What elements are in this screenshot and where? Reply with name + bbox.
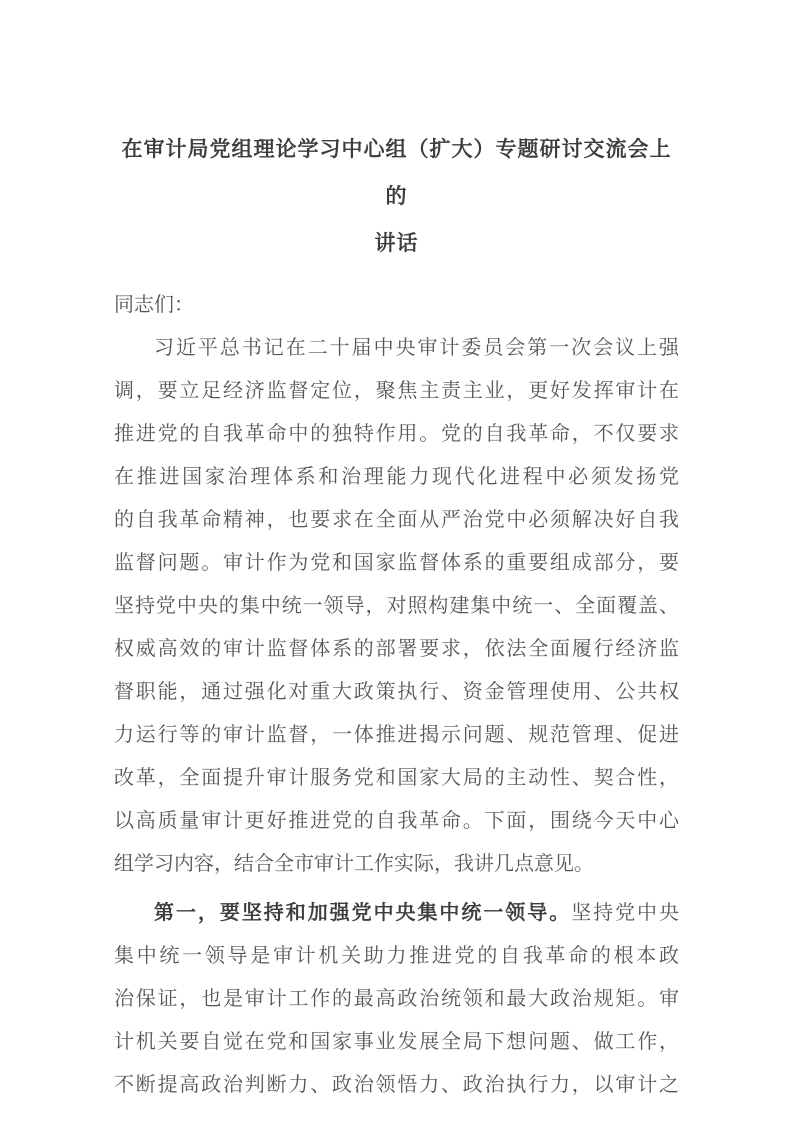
text-line	[114, 757, 679, 800]
text-segment: 治保证，也是审计工作的最高政治统领和最大政治规矩。审	[114, 988, 679, 1011]
bold-text-segment: 第一，要坚持和加强党中央集中统一领导。	[154, 902, 572, 925]
text-line	[114, 456, 679, 499]
text-segment: 习近平总书记在二十届中央审计委员会第一次会议上强	[154, 337, 679, 360]
text-line	[114, 892, 679, 935]
text-segment: 不断提高政治判断力、政治领悟力、政治执行力，以审计之	[114, 1074, 679, 1097]
text-line	[114, 978, 679, 1021]
text-segment: 坚持党中央的集中统一领导，对照构建集中统一、全面覆盖、	[114, 595, 679, 618]
text-line	[114, 413, 679, 456]
paragraph-1	[114, 327, 679, 886]
document-title	[114, 126, 679, 267]
text-line	[114, 714, 679, 757]
text-line	[114, 800, 679, 843]
text-line	[114, 585, 679, 628]
text-line	[114, 935, 679, 978]
text-line	[114, 499, 679, 542]
text-segment: 集中统一领导是审计机关助力推进党的自我革命的根本政	[114, 945, 679, 968]
title-line-2: 讲话	[374, 231, 419, 256]
greeting-line: 同志们：	[114, 294, 194, 317]
text-line	[114, 1064, 679, 1107]
document-content	[114, 112, 679, 1107]
text-segment: 以高质量审计更好推进党的自我革命。下面，围绕今天中心	[114, 810, 679, 833]
text-segment: 推进党的自我革命中的独特作用。党的自我革命，不仅要求	[114, 423, 679, 446]
text-line	[114, 628, 679, 671]
paragraph-2	[114, 892, 679, 1107]
text-segment: 在推进国家治理体系和治理能力现代化进程中必须发扬党	[114, 466, 679, 489]
text-line	[114, 671, 679, 714]
text-segment: 组学习内容，结合全市审计工作实际，我讲几点意见。	[114, 853, 594, 876]
text-line	[114, 1021, 679, 1064]
text-line	[114, 542, 679, 585]
text-segment: 督职能，通过强化对重大政策执行、资金管理使用、公共权	[114, 681, 679, 704]
text-segment: 调，要立足经济监督定位，聚焦主责主业，更好发挥审计在	[114, 380, 679, 403]
text-segment: 坚持党中央	[571, 902, 680, 925]
text-segment: 权威高效的审计监督体系的部署要求，依法全面履行经济监	[114, 638, 679, 661]
title-line-1: 在审计局党组理论学习中心组（扩大）专题研讨交流会上的	[121, 137, 672, 209]
text-segment: 监督问题。审计作为党和国家监督体系的重要组成部分，要	[114, 552, 679, 575]
text-segment: 力运行等的审计监督，一体推进揭示问题、规范管理、促进	[114, 724, 679, 747]
document-body	[114, 327, 679, 1107]
text-segment: 改革，全面提升审计服务党和国家大局的主动性、契合性，	[114, 767, 679, 790]
text-segment: 计机关要自觉在党和国家事业发展全局下想问题、做工作，	[114, 1031, 679, 1054]
text-segment: 的自我革命精神，也要求在全面从严治党中必须解决好自我	[114, 509, 679, 532]
text-line	[114, 327, 679, 370]
text-line	[114, 843, 679, 886]
text-line	[114, 370, 679, 413]
